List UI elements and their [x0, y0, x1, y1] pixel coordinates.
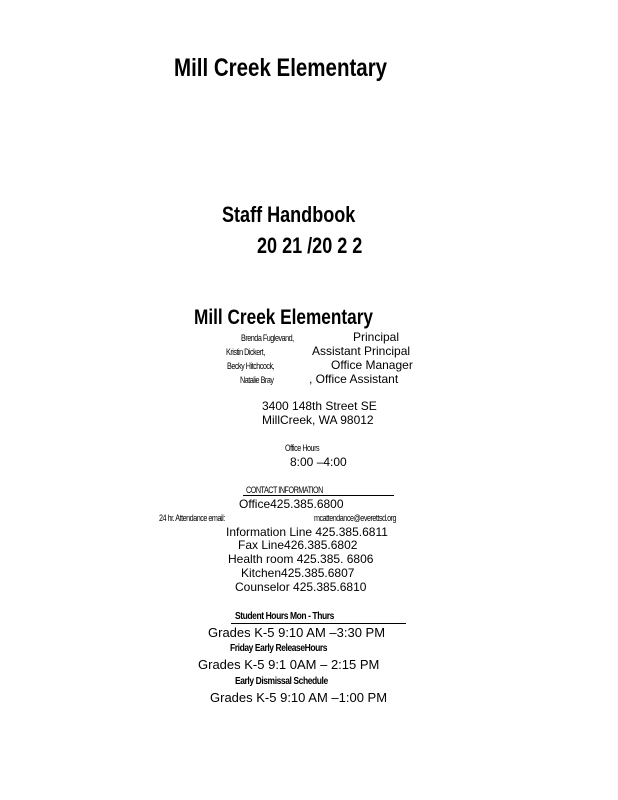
- staff-name-office-manager: Becky Hitchcock,: [227, 361, 275, 371]
- contact-heading-underline: [243, 495, 394, 496]
- student-hours-underline: [231, 623, 406, 624]
- contact-counselor: Counselor 425.385.6810: [235, 580, 367, 594]
- school-name-heading: Mill Creek Elementary: [194, 306, 373, 329]
- staff-role-principal: Principal: [353, 330, 400, 344]
- contact-kitchen: Kitchen425.385.6807: [241, 566, 355, 580]
- handbook-title: Staff Handbook: [222, 202, 356, 227]
- early-dismissal-heading: Early Dismissal Schedule: [235, 676, 328, 687]
- contact-fax-line: Fax Line426.385.6802: [238, 538, 358, 552]
- friday-early-release-heading: Friday Early ReleaseHours: [230, 643, 328, 654]
- contact-office-phone: Office425.385.6800: [239, 497, 344, 511]
- staff-role-assistant-principal: Assistant Principal: [312, 344, 411, 358]
- address-city: MillCreek, WA 98012: [262, 413, 374, 427]
- school-year: 20 21 /20 2 2: [257, 233, 363, 258]
- early-dismissal-row: Grades K-5 9:10 AM –1:00 PM: [210, 690, 388, 705]
- friday-early-release-row: Grades K-5 9:1 0AM – 2:15 PM: [198, 657, 380, 672]
- office-hours-value: 8:00 –4:00: [290, 455, 347, 469]
- staff-role-office-assistant: , Office Assistant: [309, 372, 399, 386]
- contact-information-heading: CONTACT INFORMATION: [246, 485, 323, 495]
- staff-name-principal: Brenda Fuglevand,: [241, 333, 294, 343]
- student-hours-row: Grades K-5 9:10 AM –3:30 PM: [208, 625, 386, 640]
- staff-name-assistant-principal: Kristin Dickert,: [226, 347, 265, 357]
- contact-information-line: Information Line 425.385.6811: [226, 525, 388, 539]
- attendance-email-label: 24 hr. Attendance email:: [159, 513, 225, 523]
- contact-health-room: Health room 425.385. 6806: [228, 552, 374, 566]
- staff-name-office-assistant: Natalie Bray: [240, 375, 274, 385]
- office-hours-label: Office Hours: [285, 443, 320, 453]
- cover-school-title: Mill Creek Elementary: [174, 54, 388, 82]
- staff-role-office-manager: Office Manager: [331, 358, 413, 372]
- address-street: 3400 148th Street SE: [262, 399, 377, 413]
- attendance-email-address: mcattendance@everettsd.org: [314, 513, 397, 523]
- student-hours-heading: Student Hours Mon - Thurs: [235, 611, 334, 622]
